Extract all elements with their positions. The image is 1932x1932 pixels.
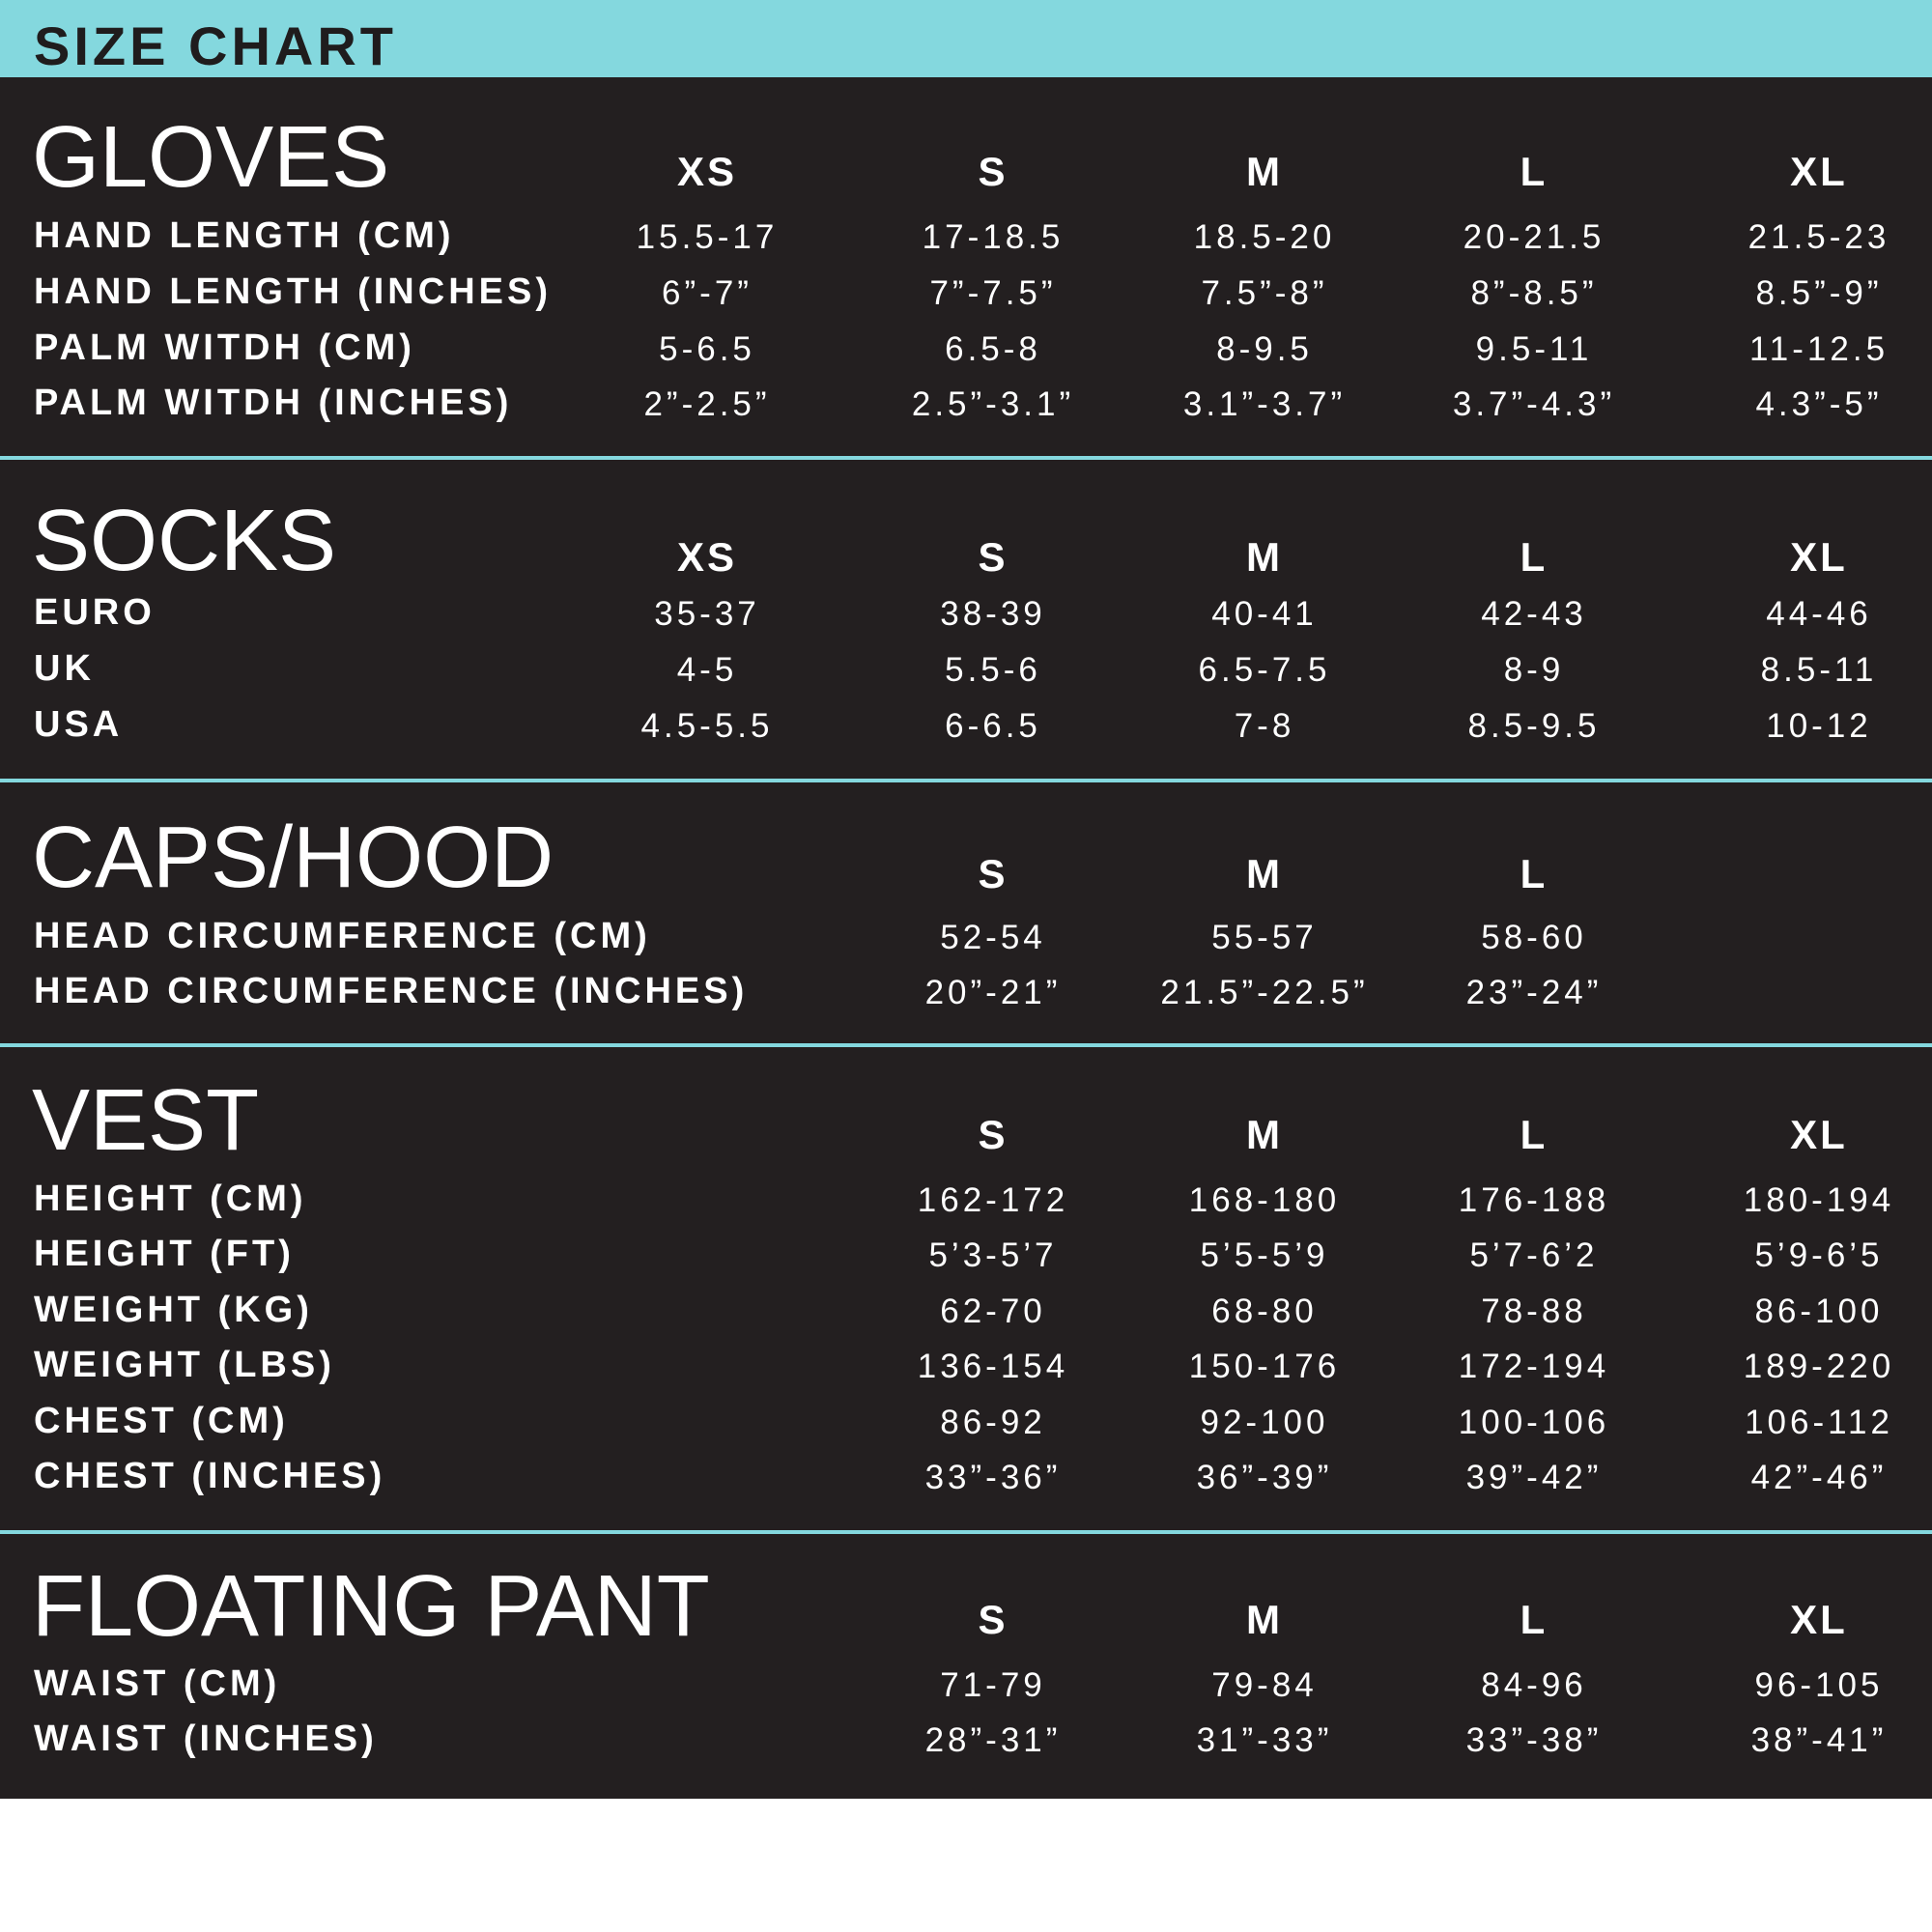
table-cell: 62-70 — [940, 1293, 1046, 1330]
table-cell: 23”-24” — [1465, 974, 1603, 1011]
table-cell: 21.5”-22.5” — [1160, 974, 1369, 1011]
table-cell: 35-37 — [654, 595, 760, 633]
row-label: CHEST (CM) — [34, 1401, 289, 1441]
size-header: S — [978, 1597, 1009, 1642]
table-cell: 10-12 — [1766, 707, 1872, 745]
table-cell: 3.1”-3.7” — [1182, 385, 1347, 423]
table-cell: 180-194 — [1743, 1181, 1895, 1219]
table-cell: 3.7”-4.3” — [1452, 385, 1616, 423]
table-cell: 44-46 — [1766, 595, 1872, 633]
table-cell: 162-172 — [917, 1181, 1069, 1219]
table-cell: 172-194 — [1458, 1348, 1610, 1385]
section-title: FLOATING PANT — [32, 1558, 710, 1655]
size-header: L — [1520, 1112, 1548, 1157]
table-cell: 8-9.5 — [1216, 330, 1313, 368]
table-cell: 106-112 — [1745, 1404, 1893, 1441]
table-cell: 5’3-5’7 — [928, 1236, 1058, 1274]
table-cell: 78-88 — [1481, 1293, 1587, 1330]
section-floating-pant — [0, 1534, 1932, 1799]
table-cell: 176-188 — [1458, 1181, 1610, 1219]
size-header: XL — [1790, 1597, 1848, 1642]
table-cell: 11-12.5 — [1748, 330, 1889, 368]
table-cell: 40-41 — [1211, 595, 1318, 633]
size-header: L — [1520, 149, 1548, 194]
row-label: PALM WITDH (CM) — [34, 327, 415, 368]
table-cell: 17-18.5 — [922, 218, 1065, 256]
table-cell: 189-220 — [1743, 1348, 1895, 1385]
table-cell: 15.5-17 — [636, 218, 779, 256]
table-cell: 7”-7.5” — [929, 274, 1057, 312]
table-cell: 100-106 — [1458, 1404, 1610, 1441]
table-cell: 4-5 — [676, 651, 738, 689]
size-header: XL — [1790, 1112, 1848, 1157]
table-cell: 5’9-6’5 — [1754, 1236, 1884, 1274]
size-header: XL — [1790, 149, 1848, 194]
table-cell: 68-80 — [1211, 1293, 1318, 1330]
row-label: PALM WITDH (INCHES) — [34, 383, 513, 423]
table-cell: 4.3”-5” — [1755, 385, 1883, 423]
size-header: M — [1246, 149, 1283, 194]
table-cell: 38-39 — [940, 595, 1046, 633]
size-header: XS — [676, 149, 738, 194]
size-header: XS — [676, 534, 738, 580]
row-label: WAIST (INCHES) — [34, 1719, 378, 1759]
size-header: S — [978, 851, 1009, 896]
row-label: WEIGHT (LBS) — [34, 1345, 335, 1385]
table-cell: 6-6.5 — [945, 707, 1041, 745]
row-label: UK — [34, 648, 95, 689]
header-bar — [0, 0, 1932, 77]
section-title: SOCKS — [32, 493, 337, 589]
section-gloves — [0, 77, 1932, 456]
table-cell: 8”-8.5” — [1470, 274, 1598, 312]
table-cell: 2”-2.5” — [643, 385, 771, 423]
table-cell: 21.5-23 — [1747, 218, 1890, 256]
table-cell: 31”-33” — [1196, 1721, 1333, 1759]
table-cell: 7.5”-8” — [1201, 274, 1328, 312]
table-cell: 52-54 — [940, 919, 1046, 956]
table-cell: 4.5-5.5 — [640, 707, 774, 745]
table-cell: 36”-39” — [1196, 1459, 1333, 1496]
table-cell: 6.5-7.5 — [1198, 651, 1331, 689]
table-cell: 42”-46” — [1750, 1459, 1888, 1496]
size-header: L — [1520, 851, 1548, 896]
row-label: CHEST (INCHES) — [34, 1456, 386, 1496]
size-header: L — [1520, 534, 1548, 580]
table-cell: 42-43 — [1481, 595, 1587, 633]
size-header: S — [978, 1112, 1009, 1157]
section-caps-hood — [0, 782, 1932, 1043]
table-cell: 6”-7” — [662, 274, 753, 312]
section-vest — [0, 1047, 1932, 1530]
size-header: M — [1246, 851, 1283, 896]
table-cell: 5.5-6 — [945, 651, 1041, 689]
table-cell: 5’7-6’2 — [1469, 1236, 1599, 1274]
size-header: S — [978, 534, 1009, 580]
size-header: M — [1246, 1597, 1283, 1642]
page-title: SIZE CHART — [34, 15, 397, 76]
table-cell: 20”-21” — [924, 974, 1062, 1011]
table-cell: 5-6.5 — [659, 330, 755, 368]
table-cell: 39”-42” — [1465, 1459, 1603, 1496]
table-cell: 18.5-20 — [1193, 218, 1336, 256]
size-header: S — [978, 149, 1009, 194]
table-cell: 92-100 — [1200, 1404, 1329, 1441]
table-cell: 8-9 — [1503, 651, 1565, 689]
table-cell: 84-96 — [1481, 1666, 1587, 1704]
size-header: L — [1520, 1597, 1548, 1642]
section-title: VEST — [32, 1072, 260, 1169]
table-cell: 2.5”-3.1” — [911, 385, 1075, 423]
section-title: CAPS/HOOD — [32, 810, 554, 906]
row-label: HAND LENGTH (INCHES) — [34, 271, 552, 312]
row-label: HEAD CIRCUMFERENCE (INCHES) — [34, 971, 749, 1011]
table-cell: 33”-38” — [1465, 1721, 1603, 1759]
row-label: EURO — [34, 592, 156, 633]
row-label: HEIGHT (FT) — [34, 1234, 295, 1274]
table-cell: 150-176 — [1188, 1348, 1341, 1385]
table-cell: 58-60 — [1481, 919, 1587, 956]
table-cell: 7-8 — [1234, 707, 1295, 745]
row-label: WAIST (CM) — [34, 1663, 281, 1704]
size-header: M — [1246, 534, 1283, 580]
table-cell: 168-180 — [1188, 1181, 1341, 1219]
table-cell: 55-57 — [1211, 919, 1318, 956]
table-cell: 8.5-9.5 — [1467, 707, 1601, 745]
row-label: HAND LENGTH (CM) — [34, 215, 455, 256]
table-cell: 28”-31” — [924, 1721, 1062, 1759]
row-label: HEAD CIRCUMFERENCE (CM) — [34, 916, 651, 956]
table-cell: 79-84 — [1211, 1666, 1318, 1704]
row-label: WEIGHT (KG) — [34, 1290, 313, 1330]
row-label: HEIGHT (CM) — [34, 1179, 307, 1219]
table-cell: 20-21.5 — [1463, 218, 1605, 256]
table-cell: 38”-41” — [1750, 1721, 1888, 1759]
table-cell: 136-154 — [917, 1348, 1069, 1385]
table-cell: 86-92 — [940, 1404, 1046, 1441]
row-label: USA — [34, 704, 124, 745]
section-title: GLOVES — [32, 109, 390, 206]
size-header: XL — [1790, 534, 1848, 580]
table-cell: 86-100 — [1754, 1293, 1884, 1330]
table-cell: 6.5-8 — [945, 330, 1041, 368]
table-cell: 8.5”-9” — [1755, 274, 1883, 312]
size-header: M — [1246, 1112, 1283, 1157]
table-cell: 33”-36” — [924, 1459, 1062, 1496]
section-socks — [0, 460, 1932, 779]
table-cell: 8.5-11 — [1760, 651, 1878, 689]
table-cell: 71-79 — [940, 1666, 1046, 1704]
table-cell: 5’5-5’9 — [1200, 1236, 1329, 1274]
table-cell: 9.5-11 — [1475, 330, 1593, 368]
table-cell: 96-105 — [1754, 1666, 1884, 1704]
